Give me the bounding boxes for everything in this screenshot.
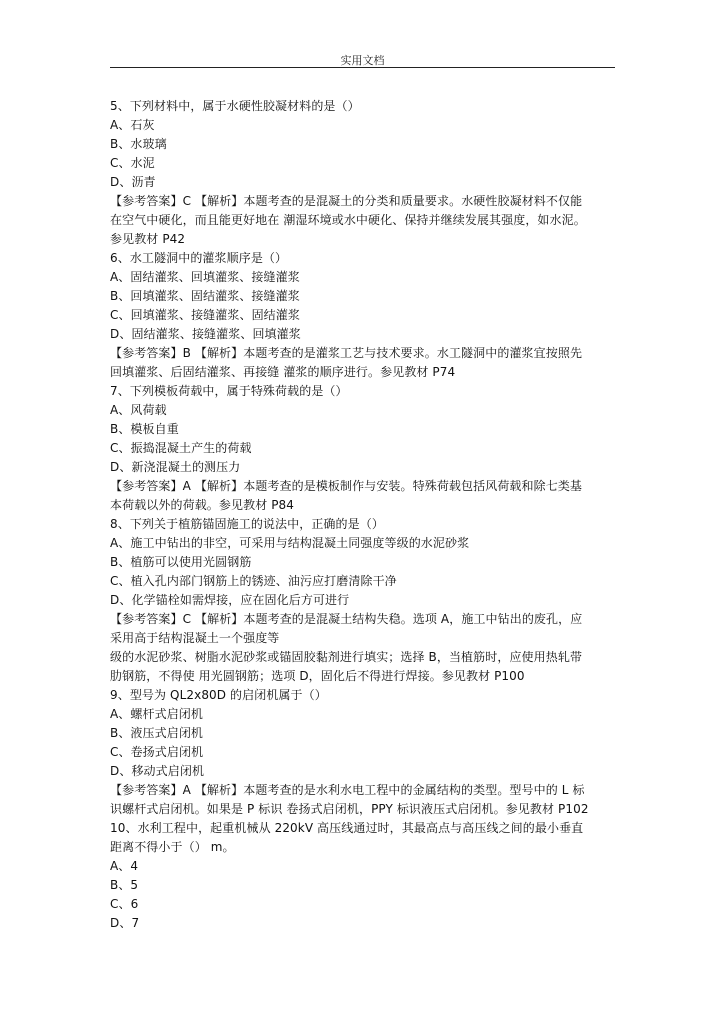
text-line: 肋钢筋，不得使 用光圆钢筋；选项 D，固化后不得进行焊接。参见教材 P100: [110, 669, 525, 683]
text-line: 本荷载以外的荷载。参见教材 P84: [110, 498, 295, 512]
text-line: 【参考答案】C 【解析】本题考查的是混凝土结构失稳。选项 A，施工中钻出的废孔，应: [110, 612, 583, 626]
text-line: 6、水工隧洞中的灌浆顺序是（）: [110, 251, 288, 265]
text-line: A、固结灌浆、回填灌浆、接缝灌浆: [110, 270, 300, 284]
text-line: 9、型号为 QL2x80D 的启闭机属于（）: [110, 688, 327, 702]
text-line: 级的水泥砂浆、树脂水泥砂浆或锚固胶黏剂进行填实；选择 B，当植筋时，应使用热轧带: [110, 650, 583, 664]
text-line: D、7: [110, 916, 140, 930]
text-line: 回填灌浆、后固结灌浆、再接缝 灌浆的顺序进行。参见教材 P74: [110, 365, 456, 379]
text-line: 8、下列关于植筋锚固施工的说法中，正确的是（）: [110, 517, 384, 531]
text-line: A、石灰: [110, 118, 155, 132]
text-line: 【参考答案】C 【解析】本题考查的是混凝土的分类和质量要求。水硬性胶凝材料不仅能: [110, 194, 583, 208]
text-line: A、4: [110, 859, 139, 873]
document-body: [110, 97, 620, 933]
page-header: 实用文档: [340, 54, 385, 67]
text-line: D、沥青: [110, 175, 156, 189]
text-line: C、植入孔内部门钢筋上的锈迹、油污应打磨清除干净: [110, 574, 397, 588]
text-line: D、移动式启闭机: [110, 764, 205, 778]
text-line: D、固结灌浆、接缝灌浆、回填灌浆: [110, 327, 301, 341]
text-line: B、5: [110, 878, 139, 892]
text-line: C、水泥: [110, 156, 155, 170]
text-line: 在空气中硬化，而且能更好地在 潮湿环境或水中硬化、保持并继续发展其强度，如水泥。: [110, 213, 586, 227]
header-divider: [110, 67, 615, 68]
text-line: 7、下列模板荷载中，属于特殊荷载的是（）: [110, 384, 348, 398]
text-line: A、风荷载: [110, 403, 167, 417]
text-line: 采用高于结构混凝土一个强度等: [110, 631, 280, 645]
text-line: 【参考答案】B 【解析】本题考查的是灌浆工艺与技术要求。水工隧洞中的灌浆宜按照先: [110, 346, 583, 360]
text-line: C、卷扬式启闭机: [110, 745, 204, 759]
text-line: 【参考答案】A 【解析】本题考查的是水利水电工程中的金属结构的类型。型号中的 L 标: [110, 783, 585, 797]
text-line: B、水玻璃: [110, 137, 167, 151]
text-line: 10、水利工程中，起重机械从 220kV 高压线通过时，其最高点与高压线之间的最小垂直: [110, 821, 584, 835]
text-line: 参见教材 P42: [110, 232, 186, 246]
text-line: B、液压式启闭机: [110, 726, 204, 740]
text-line: A、施工中钻出的非空，可采用与结构混凝土同强度等级的水泥砂浆: [110, 536, 470, 550]
text-line: D、化学锚栓如需焊接，应在固化后方可进行: [110, 593, 350, 607]
text-line: 距离不得小于（） m。: [110, 840, 235, 854]
text-line: B、回填灌浆、固结灌浆、接缝灌浆: [110, 289, 300, 303]
text-line: B、植筋可以使用光圆钢筋: [110, 555, 252, 569]
text-line: B、模板自重: [110, 422, 179, 436]
text-line: D、新浇混凝土的测压力: [110, 460, 241, 474]
text-line: 5、下列材料中，属于水硬性胶凝材料的是（）: [110, 99, 360, 113]
text-line: 【参考答案】A 【解析】本题考查的是模板制作与安装。特殊荷载包括风荷载和除七类基: [110, 479, 583, 493]
text-line: A、螺杆式启闭机: [110, 707, 204, 721]
text-line: C、回填灌浆、接缝灌浆、固结灌浆: [110, 308, 300, 322]
text-line: C、振捣混凝土产生的荷载: [110, 441, 252, 455]
text-line: C、6: [110, 897, 139, 911]
text-line: 识螺杆式启闭机。如果是 P 标识 卷扬式启闭机，PPY 标识液压式启闭机。参见教材 P102: [110, 802, 589, 816]
